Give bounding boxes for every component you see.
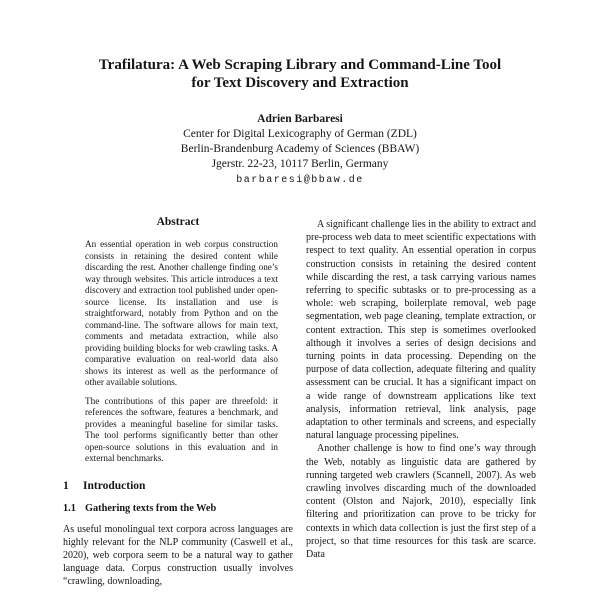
- section-heading-introduction: [63, 480, 293, 492]
- left-column: [63, 213, 293, 589]
- abstract-paragraph: An essential operation in web corpus construction consists in retaining the desired content while discarding the rest. Another challenge finding one’s way through websites. This article introduces a text discovery and extraction tool published under open-source license. Its installation and use is straightforward, notably from Python and on the command-line. The software allows for main text, comments and metadata extraction, while also providing building blocks for web crawling tasks. A comparative evaluation on real-world data also shows its interest as well as the performance of other available solutions.: [85, 239, 278, 387]
- body-paragraph: Another challenge is how to find one’s way through the Web, notably as linguistic data are gathered by running targeted web crawlers (Scannell, 2007). As web crawling involves discarding much of the downloaded content (Olston and Najork, 2010), especially link filtering and prioritization can prove to be tricky for contexts in which data collection is just the first step of a project, so that time resources for this task are scarce. Data: [306, 443, 536, 561]
- body-paragraph: As useful monolingual text corpora across languages are highly relevant for the NLP community (Caswell et al., 2020), web corpora seem to be a natural way to gather language data. Corpus construction usually involves “crawling, downloading,: [63, 523, 293, 588]
- affiliation-line: Berlin-Brandenburg Academy of Sciences (BBAW): [180, 143, 420, 155]
- subsection-heading-gathering-texts: [63, 503, 293, 514]
- abstract-paragraph: The contributions of this paper are threefold: it references the software, features a benchmark, and provides a meaningful baseline for similar tasks. The tool performs significantly better than other open-source solutions in this evaluation and in external benchmarks.: [85, 395, 278, 463]
- paper-header: [0, 0, 600, 188]
- paper-title-line-2: for Text Discovery and Extraction: [191, 75, 409, 91]
- author-block: [0, 112, 600, 188]
- two-column-body: [0, 213, 600, 589]
- paper-title-line-1: Trafilatura: A Web Scraping Library and Command-Line Tool: [98, 57, 502, 73]
- section-title: Introduction: [83, 479, 146, 492]
- subsection-number: 1.1: [63, 502, 76, 514]
- section-number: 1: [63, 479, 69, 492]
- subsection-title: Gathering texts from the Web: [85, 502, 217, 514]
- paper-title: [0, 56, 600, 92]
- email-address: barbaresi@bbaw.de: [236, 175, 364, 186]
- author-name: Adrien Barbaresi: [257, 113, 343, 125]
- body-paragraph: A significant challenge lies in the ability to extract and pre-process web data to meet scientific expectations with respect to text quality. An essential operation in corpus construction consists in retaining the desired content while discarding the rest, a task carrying various names referring to specific subtasks or to pre-processing as a whole: web scraping, boilerplate removal, web page segmentation, web page cleaning, template extraction, or content extraction. This step is sometimes overlooked although it involves a series of design decisions and turning points in data processing. Depending on the purpose of data collection, adequate filtering and quality assessment can be crucial. It has a significant impact on a wide range of downstream applications like text analysis, information retrieval, link analysis, page adaptation to other terminals and screens, and especially natural language processing pipelines.: [306, 219, 536, 442]
- right-column: [306, 213, 536, 589]
- abstract-body: [63, 239, 293, 465]
- abstract-heading: Abstract: [156, 216, 200, 228]
- affiliation-line: Jgerstr. 22-23, 10117 Berlin, Germany: [211, 158, 389, 170]
- affiliation-line: Center for Digital Lexicography of German (ZDL): [183, 128, 417, 140]
